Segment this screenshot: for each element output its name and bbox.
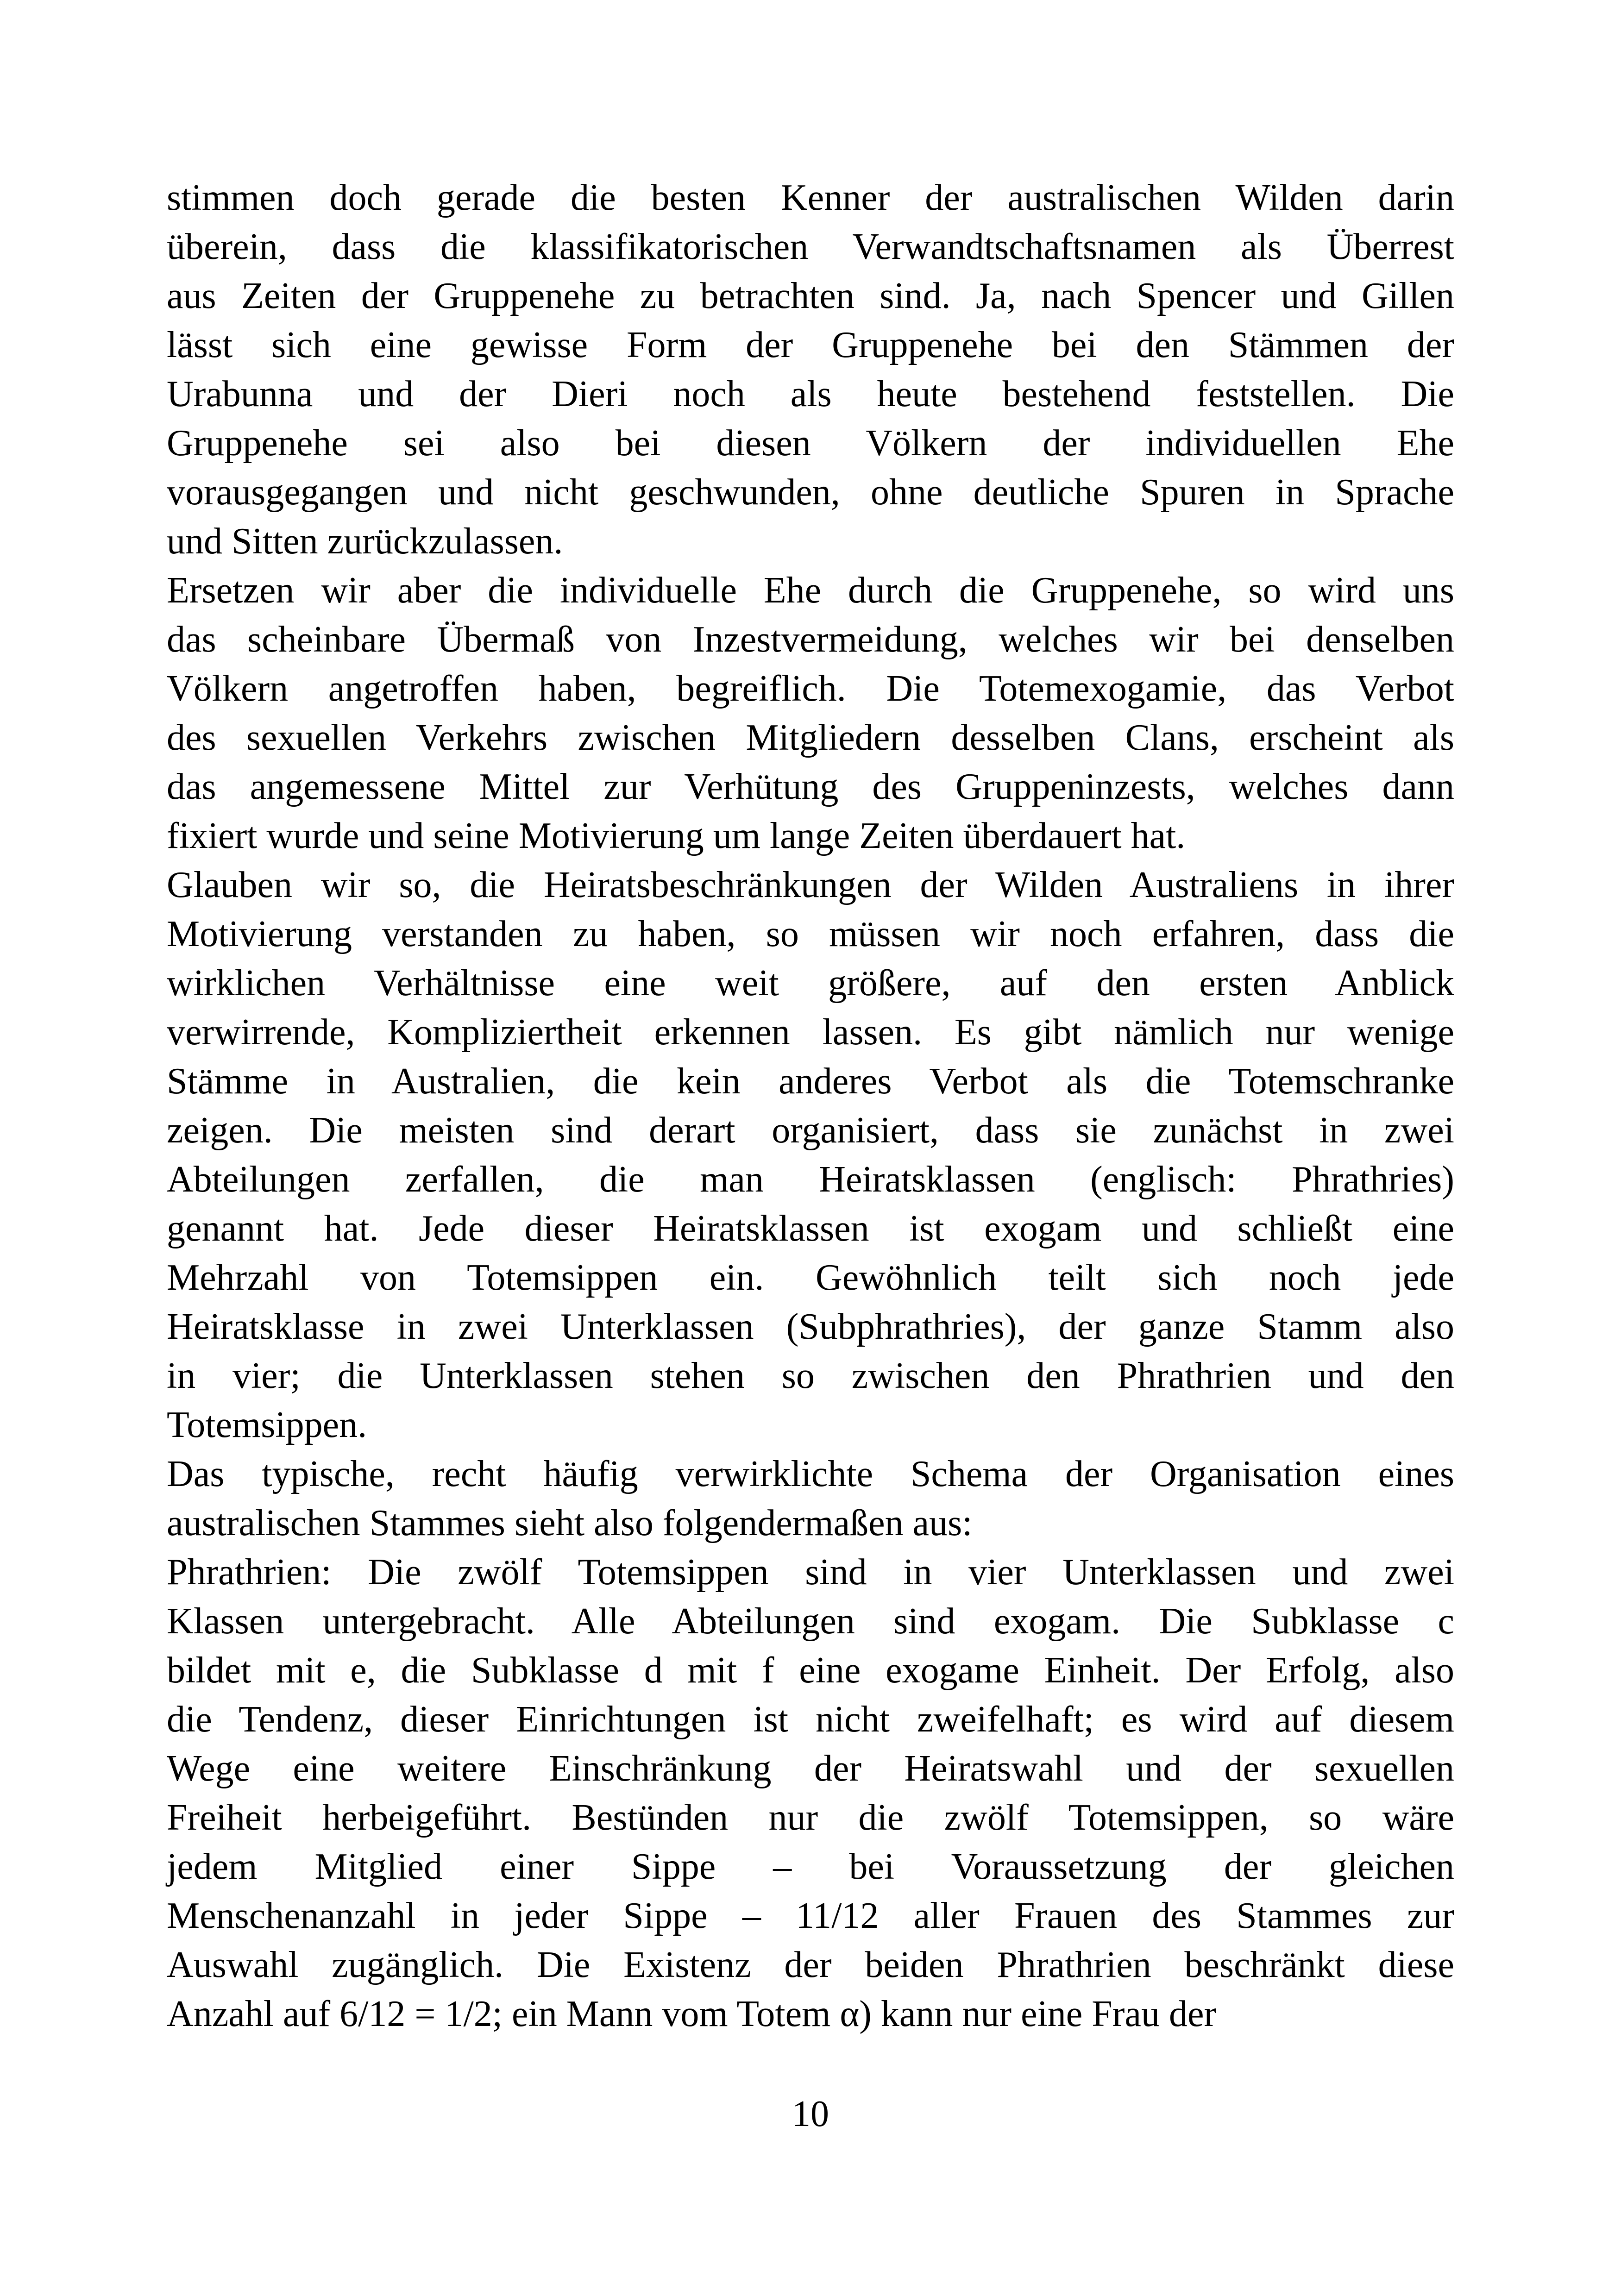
paragraph <box>167 1449 1454 1548</box>
page-number: 10 <box>792 2094 829 2134</box>
text-line: Glauben wir so, die Heiratsbeschränkungen der Wilden Australiens in ihrer <box>167 865 1454 905</box>
text-line: und Sitten zurückzulassen. <box>167 521 563 562</box>
text-line: Ersetzen wir aber die individuelle Ehe durch die Gruppenehe, so wird uns <box>167 570 1454 611</box>
text-line: australischen Stammes sieht also folgendermaßen aus: <box>167 1503 973 1543</box>
text-line: Heiratsklasse in zwei Unterklassen (Subphrathries), der ganze Stamm also <box>167 1306 1454 1347</box>
text-line: überein, dass die klassifikatorischen Verwandtschaftsnamen als Überrest <box>167 226 1454 267</box>
text-line: stimmen doch gerade die besten Kenner der australischen Wilden darin <box>167 177 1454 218</box>
text-line: aus Zeiten der Gruppenehe zu betrachten sind. Ja, nach Spencer und Gillen <box>167 276 1454 316</box>
text-line: bildet mit e, die Subklasse d mit f eine exogame Einheit. Der Erfolg, also <box>167 1650 1454 1691</box>
text-block <box>167 173 1454 2039</box>
text-line: Klassen untergebracht. Alle Abteilungen sind exogam. Die Subklasse c <box>167 1601 1454 1642</box>
text-line: fixiert wurde und seine Motivierung um lange Zeiten überdauert hat. <box>167 816 1186 856</box>
text-line: Phrathrien: Die zwölf Totemsippen sind in vier Unterklassen und zwei <box>167 1552 1454 1593</box>
text-line: Totemsippen. <box>167 1405 367 1445</box>
text-line: Das typische, recht häufig verwirklichte Schema der Organisation eines <box>167 1454 1454 1494</box>
text-line: Gruppenehe sei also bei diesen Völkern der individuellen Ehe <box>167 423 1454 464</box>
text-line: Menschenanzahl in jeder Sippe – 11/12 aller Frauen des Stammes zur <box>167 1895 1454 1936</box>
text-line: Freiheit herbeigeführt. Bestünden nur die zwölf Totemsippen, so wäre <box>167 1797 1454 1838</box>
text-line: Stämme in Australien, die kein anderes Verbot als die Totemschranke <box>167 1061 1454 1102</box>
text-line: zeigen. Die meisten sind derart organisiert, dass sie zunächst in zwei <box>167 1110 1454 1151</box>
text-line: Motivierung verstanden zu haben, so müssen wir noch erfahren, dass die <box>167 914 1454 954</box>
text-line: Auswahl zugänglich. Die Existenz der beiden Phrathrien beschränkt diese <box>167 1945 1454 1985</box>
text-line: lässt sich eine gewisse Form der Gruppenehe bei den Stämmen der <box>167 325 1454 365</box>
text-line: genannt hat. Jede dieser Heiratsklassen ist exogam und schließt eine <box>167 1208 1454 1249</box>
paragraph <box>167 173 1454 566</box>
text-line: Wege eine weitere Einschränkung der Heiratswahl und der sexuellen <box>167 1748 1454 1789</box>
text-line: das angemessene Mittel zur Verhütung des Gruppeninzests, welches dann <box>167 766 1454 807</box>
text-line: Völkern angetroffen haben, begreiflich. Die Totemexogamie, das Verbot <box>167 668 1454 709</box>
text-line: wirklichen Verhältnisse eine weit größere, auf den ersten Anblick <box>167 963 1454 1004</box>
paragraph <box>167 860 1454 1449</box>
text-line: die Tendenz, dieser Einrichtungen ist nicht zweifelhaft; es wird auf diesem <box>167 1699 1454 1740</box>
text-line: jedem Mitglied einer Sippe – bei Voraussetzung der gleichen <box>167 1846 1454 1887</box>
text-line: Anzahl auf 6/12 = 1/2; ein Mann vom Totem α) kann nur eine Frau der <box>167 1994 1217 2034</box>
text-line: vorausgegangen und nicht geschwunden, ohne deutliche Spuren in Sprache <box>167 472 1454 513</box>
text-line: Urabunna und der Dieri noch als heute bestehend feststellen. Die <box>167 374 1454 414</box>
text-line: Abteilungen zerfallen, die man Heiratsklassen (englisch: Phrathries) <box>167 1159 1454 1200</box>
text-line: das scheinbare Übermaß von Inzestvermeidung, welches wir bei denselben <box>167 619 1454 660</box>
paragraph <box>167 566 1454 860</box>
text-line: Mehrzahl von Totemsippen ein. Gewöhnlich teilt sich noch jede <box>167 1257 1454 1298</box>
text-line: verwirrende, Kompliziertheit erkennen lassen. Es gibt nämlich nur wenige <box>167 1012 1454 1053</box>
text-line: in vier; die Unterklassen stehen so zwischen den Phrathrien und den <box>167 1355 1454 1396</box>
text-line: des sexuellen Verkehrs zwischen Mitgliedern desselben Clans, erscheint als <box>167 717 1454 758</box>
paragraph <box>167 1548 1454 2039</box>
